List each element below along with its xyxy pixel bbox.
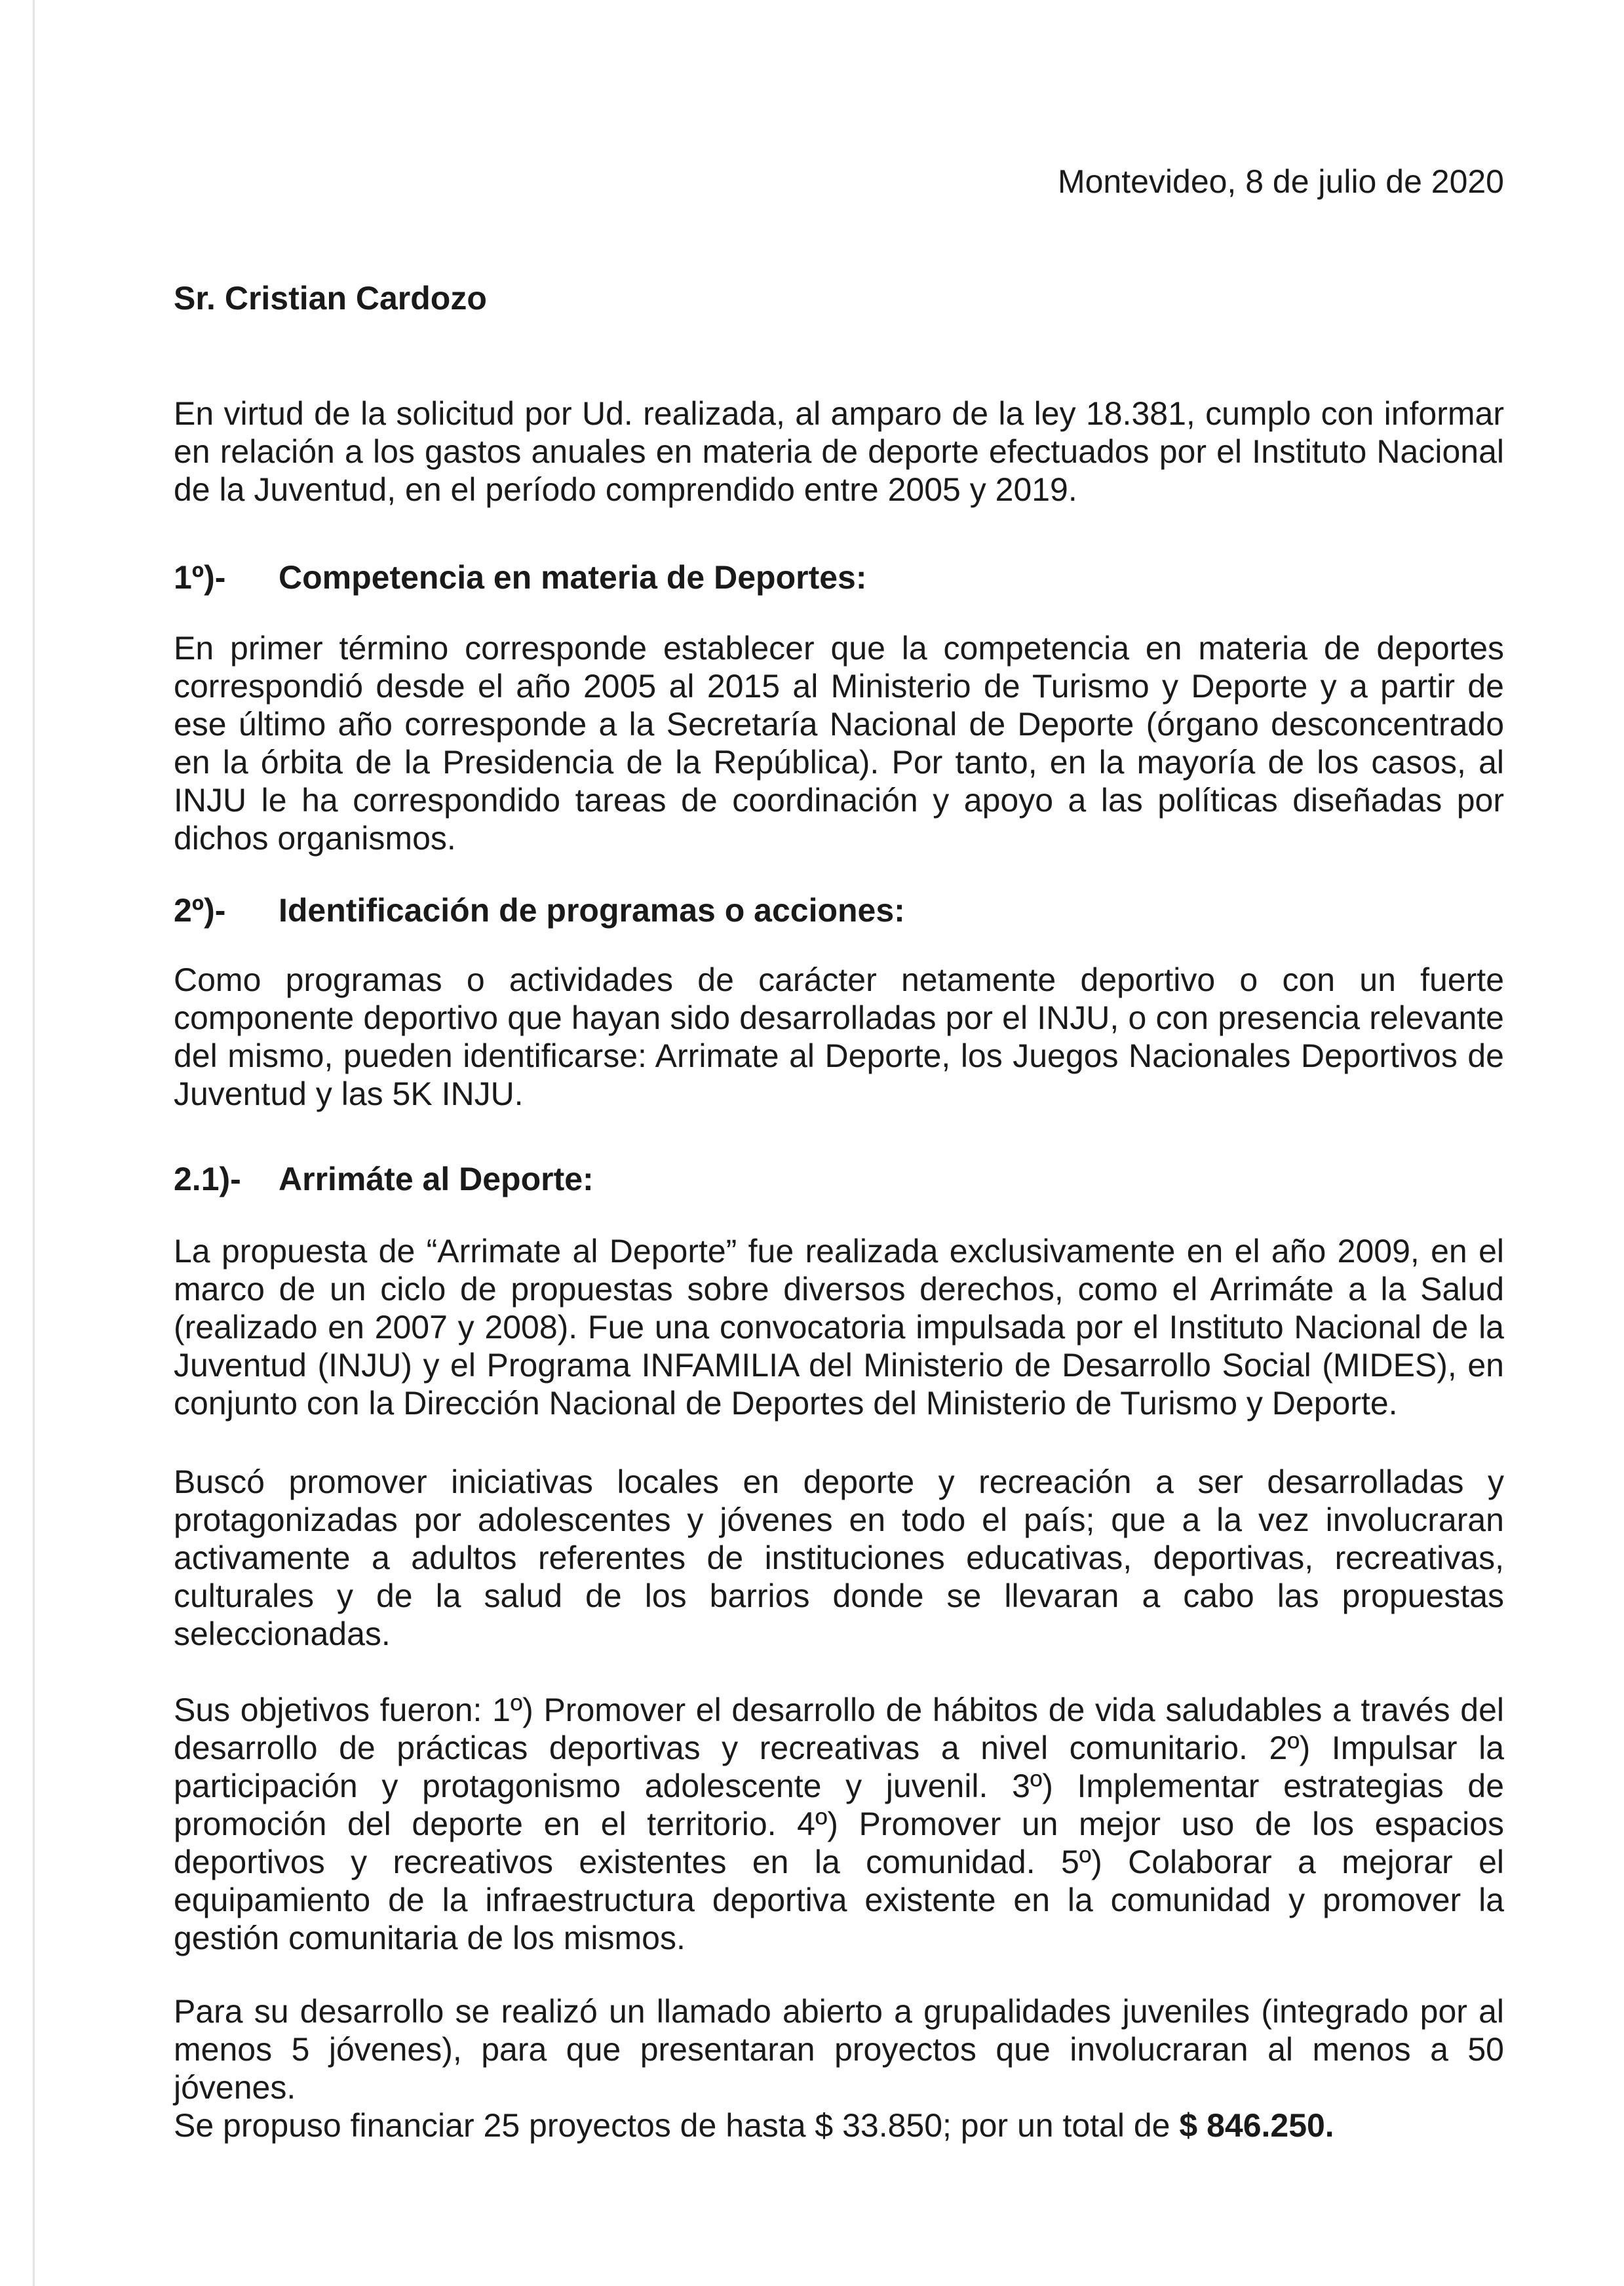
intro-block — [174, 395, 1504, 509]
letter-date: Montevideo, 8 de julio de 2020 — [1057, 163, 1504, 200]
section-number: 2.1)- — [174, 1161, 241, 1197]
section-2-1-paragraph-3 — [174, 1691, 1504, 1957]
addressee: Sr. Cristian Cardozo — [174, 280, 487, 317]
section-1-body — [174, 629, 1504, 857]
financing-line — [174, 2106, 1504, 2144]
section-number: 2º)- — [174, 892, 226, 929]
section-2-1-paragraph-2 — [174, 1463, 1504, 1653]
section-1-heading — [174, 558, 1504, 596]
section-number: 1º)- — [174, 559, 226, 596]
section-paragraph: Buscó promover iniciativas locales en deporte y recreación a ser desarrolladas y protagonizadas por adolescentes y jóvenes en todo el país; que a la vez involucraran activamente a adultos referentes de instituciones educativas, deportivas, recreativas, culturales y de la salud de los barrios donde se llevaran a cabo las propuestas seleccionadas. — [174, 1463, 1504, 1652]
section-2-body — [174, 961, 1504, 1113]
section-title: Arrimáte al Deporte: — [279, 1161, 594, 1197]
section-paragraph: Sus objetivos fueron: 1º) Promover el desarrollo de hábitos de vida saludables a través del desarrollo de prácticas deportivas y recreativas a nivel comunitario. 2º) Impulsar la participación y protagonismo adolescente y juvenil. 3º) Implementar estrategias de promoción del deporte en el territorio. 4º) Promover un mejor uso de los espacios deportivos y recreativos existentes en la comunidad. 5º) Colaborar a mejorar el equipamiento de la infraestructura deportiva existente en la comunidad y promover la gestión comunitaria de los mismos. — [174, 1692, 1504, 1956]
intro-paragraph: En virtud de la solicitud por Ud. realizada, al amparo de la ley 18.381, cumplo con informar en relación a los gastos anuales en materia de deporte efectuados por el Instituto Nacional de la Juventud, en el período comprendido entre 2005 y 2019. — [174, 395, 1504, 508]
section-paragraph: En primer término corresponde establecer que la competencia en materia de deportes correspondió desde el año 2005 al 2015 al Ministerio de Turismo y Deporte y a partir de ese último año corresponde a la Secretaría Nacional de Deporte (órgano desconcentrado en la órbita de la Presidencia de la República). Por tanto, en la mayoría de los casos, al INJU le ha correspondido tareas de coordinación y apoyo a las políticas diseñadas por dichos organismos. — [174, 630, 1504, 857]
financing-total: $ 846.250. — [1179, 2107, 1334, 2144]
section-paragraph: La propuesta de “Arrimate al Deporte” fue realizada exclusivamente en el año 2009, en el marco de un ciclo de propuestas sobre diversos derechos, como el Arrimáte a la Salud (realizado en 2007 y 2008). Fue una convocatoria impulsada por el Instituto Nacional de la Juventud (INJU) y el Programa INFAMILIA del Ministerio de Desarrollo Social (MIDES), en conjunto con la Dirección Nacional de Deportes del Ministerio de Turismo y Deporte. — [174, 1233, 1504, 1422]
section-title: Identificación de programas o acciones: — [279, 892, 905, 929]
scan-edge — [33, 0, 35, 2286]
section-paragraph: Para su desarrollo se realizó un llamado abierto a grupalidades juveniles (integrado por al menos 5 jóvenes), para que presentaran proyectos que involucraran al menos a 50 jóvenes. — [174, 1993, 1504, 2106]
section-2-heading — [174, 891, 1504, 929]
section-2-1-heading — [174, 1160, 1504, 1198]
section-title: Competencia en materia de Deportes: — [279, 559, 867, 596]
section-2-1-paragraph-4 — [174, 1992, 1504, 2144]
financing-text: Se propuso financiar 25 proyectos de hasta $ 33.850; por un total de — [174, 2107, 1180, 2144]
section-2-1-paragraph-1 — [174, 1232, 1504, 1422]
section-paragraph: Como programas o actividades de carácter netamente deportivo o con un fuerte componente deportivo que hayan sido desarrolladas por el INJU, o con presencia relevante del mismo, pueden identificarse: Arrimate al Deporte, los Juegos Nacionales Deportivos de Juventud y las 5K INJU. — [174, 961, 1504, 1112]
